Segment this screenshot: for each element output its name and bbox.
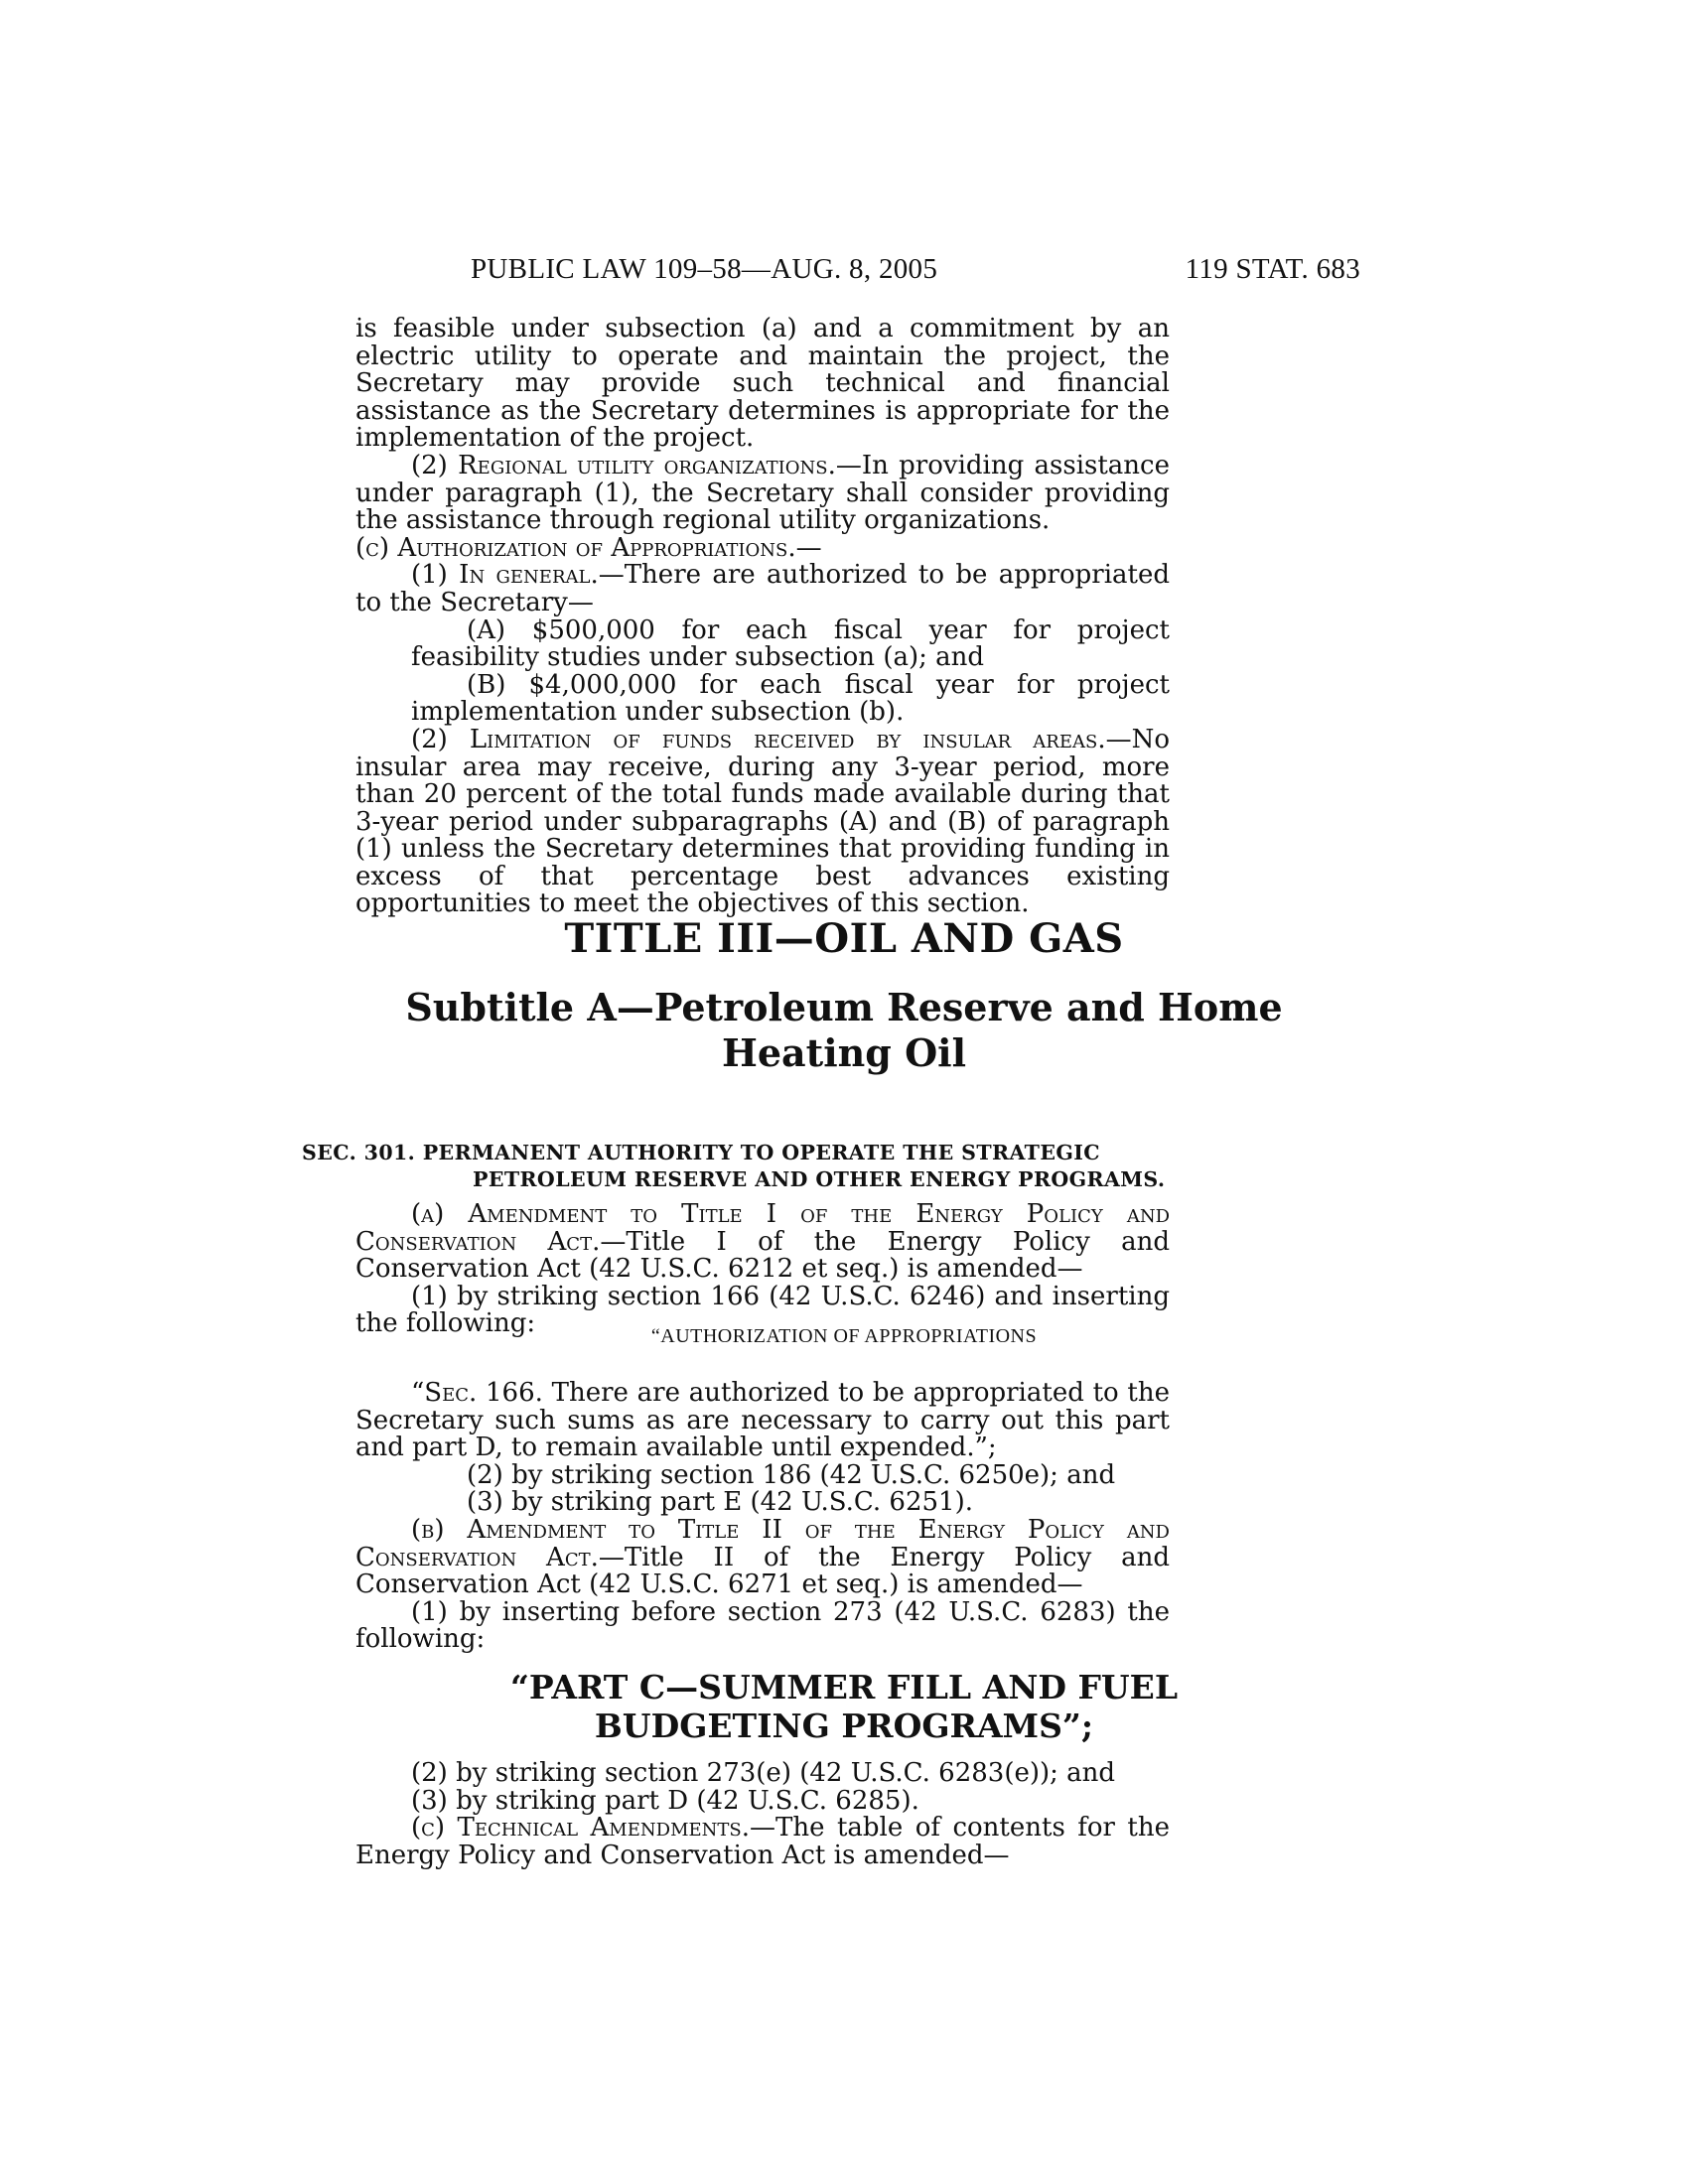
paragraph-item: (1) by striking section 166 (42 U.S.C. 6246) and inserting the following: [355, 1281, 1170, 1339]
body-block-4 [355, 1760, 1170, 1869]
paragraph-text: —Title II of the Energy Policy and Conservation Act (42 U.S.C. 6271 et seq.) is amended— [355, 1542, 1171, 1600]
paragraph-text: —The table of contents for the Energy Policy and Conservation Act is amended— [355, 1813, 1171, 1870]
paragraph-technical-amendments [355, 1815, 1170, 1869]
paragraph-continuation: is feasible under subsection (a) and a commitment by an electric utility to operate and maintain the project, the Secretary may provide such technical and financial assistance as the Secretary determines is appropriate for the implementation of the project. [355, 314, 1170, 454]
header-page-number: 119 STAT. 683 [1185, 253, 1360, 285]
paragraph-authorization [355, 532, 1170, 563]
section-heading-line: PETROLEUM RESERVE AND OTHER ENERGY PROGRAMS. [473, 1167, 1166, 1191]
paragraph-item: (2) by striking section 273(e) (42 U.S.C. 6283(e)); and [411, 1758, 1116, 1788]
paragraph-text: —There are authorized to be appropriated to the Secretary— [355, 560, 1170, 617]
subtitle-line: Subtitle A—Petroleum Reserve and Home [405, 985, 1283, 1029]
paragraph-in-general [355, 562, 1170, 616]
part-heading-line: “PART C—SUMMER FILL AND FUEL [509, 1668, 1179, 1706]
header-citation: PUBLIC LAW 109–58—AUG. 8, 2005 [471, 253, 938, 285]
title-heading: TITLE III—OIL AND GAS [564, 915, 1124, 962]
paragraph-sec-166 [355, 1380, 1170, 1462]
section-heading-line: SEC. 301. PERMANENT AUTHORITY TO OPERATE THE STRATEGIC [302, 1141, 1100, 1164]
body-block-1 [355, 316, 1170, 918]
paragraph-lead: (1) In general. [411, 560, 599, 591]
body-block-3 [355, 1380, 1170, 1654]
section-heading [302, 1140, 1176, 1193]
paragraph-text: —In providing assistance under paragraph (1), the Secretary shall consider providing the assistance through regional utility organizations. [355, 450, 1170, 536]
paragraph-text: —Title I of the Energy Policy and Conservation Act (42 U.S.C. 6212 et seq.) is amended— [355, 1226, 1171, 1285]
paragraph-amendment-title-i [355, 1201, 1170, 1284]
paragraph-lead: (a) Amendment to Title I of the Energy Policy and Conservation Act. [355, 1199, 1170, 1257]
paragraph-item: (3) by striking part E (42 U.S.C. 6251). [467, 1487, 973, 1518]
subtitle-line: Heating Oil [721, 1030, 967, 1075]
paragraph-item: (3) by striking part D (42 U.S.C. 6285). [411, 1785, 919, 1816]
body-block-2 [355, 1201, 1170, 1338]
part-heading [0, 1668, 1688, 1745]
paragraph-amendment-title-ii [355, 1514, 1171, 1600]
paragraph-item: (2) by striking section 186 (42 U.S.C. 6250e); and [467, 1459, 1116, 1490]
subtitle-heading [0, 985, 1688, 1076]
paragraph-text: 166. There are authorized to be appropriated to the Secretary such sums as are necessary to carry out this part and part D, to remain available until expended.”; [355, 1378, 1170, 1463]
paragraph-item: (1) by inserting before section 273 (42 U.S.C. 6283) the following: [355, 1596, 1170, 1655]
paragraph-text: —No insular area may receive, during any 3-year period, more than 20 percent of the total funds made available during that 3-year period under subparagraphs (A) and (B) of paragraph (1) unless the Secretary determines that providing funding in excess of that percentage best advances existing opportunities to meet the objectives of this section. [355, 724, 1170, 919]
running-header [0, 253, 1688, 293]
authorization-heading: “AUTHORIZATION OF APPROPRIATIONS [650, 1325, 1038, 1347]
paragraph-lead: (c) Authorization of Appropriations. [355, 532, 796, 563]
paragraph-subitem-a: (A) $500,000 for each fiscal year for project feasibility studies under subsection (a); and [411, 614, 1170, 673]
paragraph-lead: (2) Regional utility organizations. [411, 450, 836, 480]
paragraph-lead: (b) Amendment to Title II of the Energy Policy and Conservation Act. [355, 1514, 1170, 1572]
part-heading-line: BUDGETING PROGRAMS”; [594, 1706, 1094, 1745]
paragraph-lead: (c) Technical Amendments. [411, 1813, 750, 1843]
paragraph-subitem-b: (B) $4,000,000 for each fiscal year for project implementation under subsection (b). [411, 669, 1170, 728]
paragraph-regional-utility [355, 450, 1170, 536]
paragraph-limitation [355, 724, 1170, 919]
paragraph-lead: “Sec. [411, 1378, 478, 1408]
paragraph-lead: (2) Limitation of funds received by insular areas. [411, 724, 1106, 754]
paragraph-text: — [795, 532, 822, 563]
